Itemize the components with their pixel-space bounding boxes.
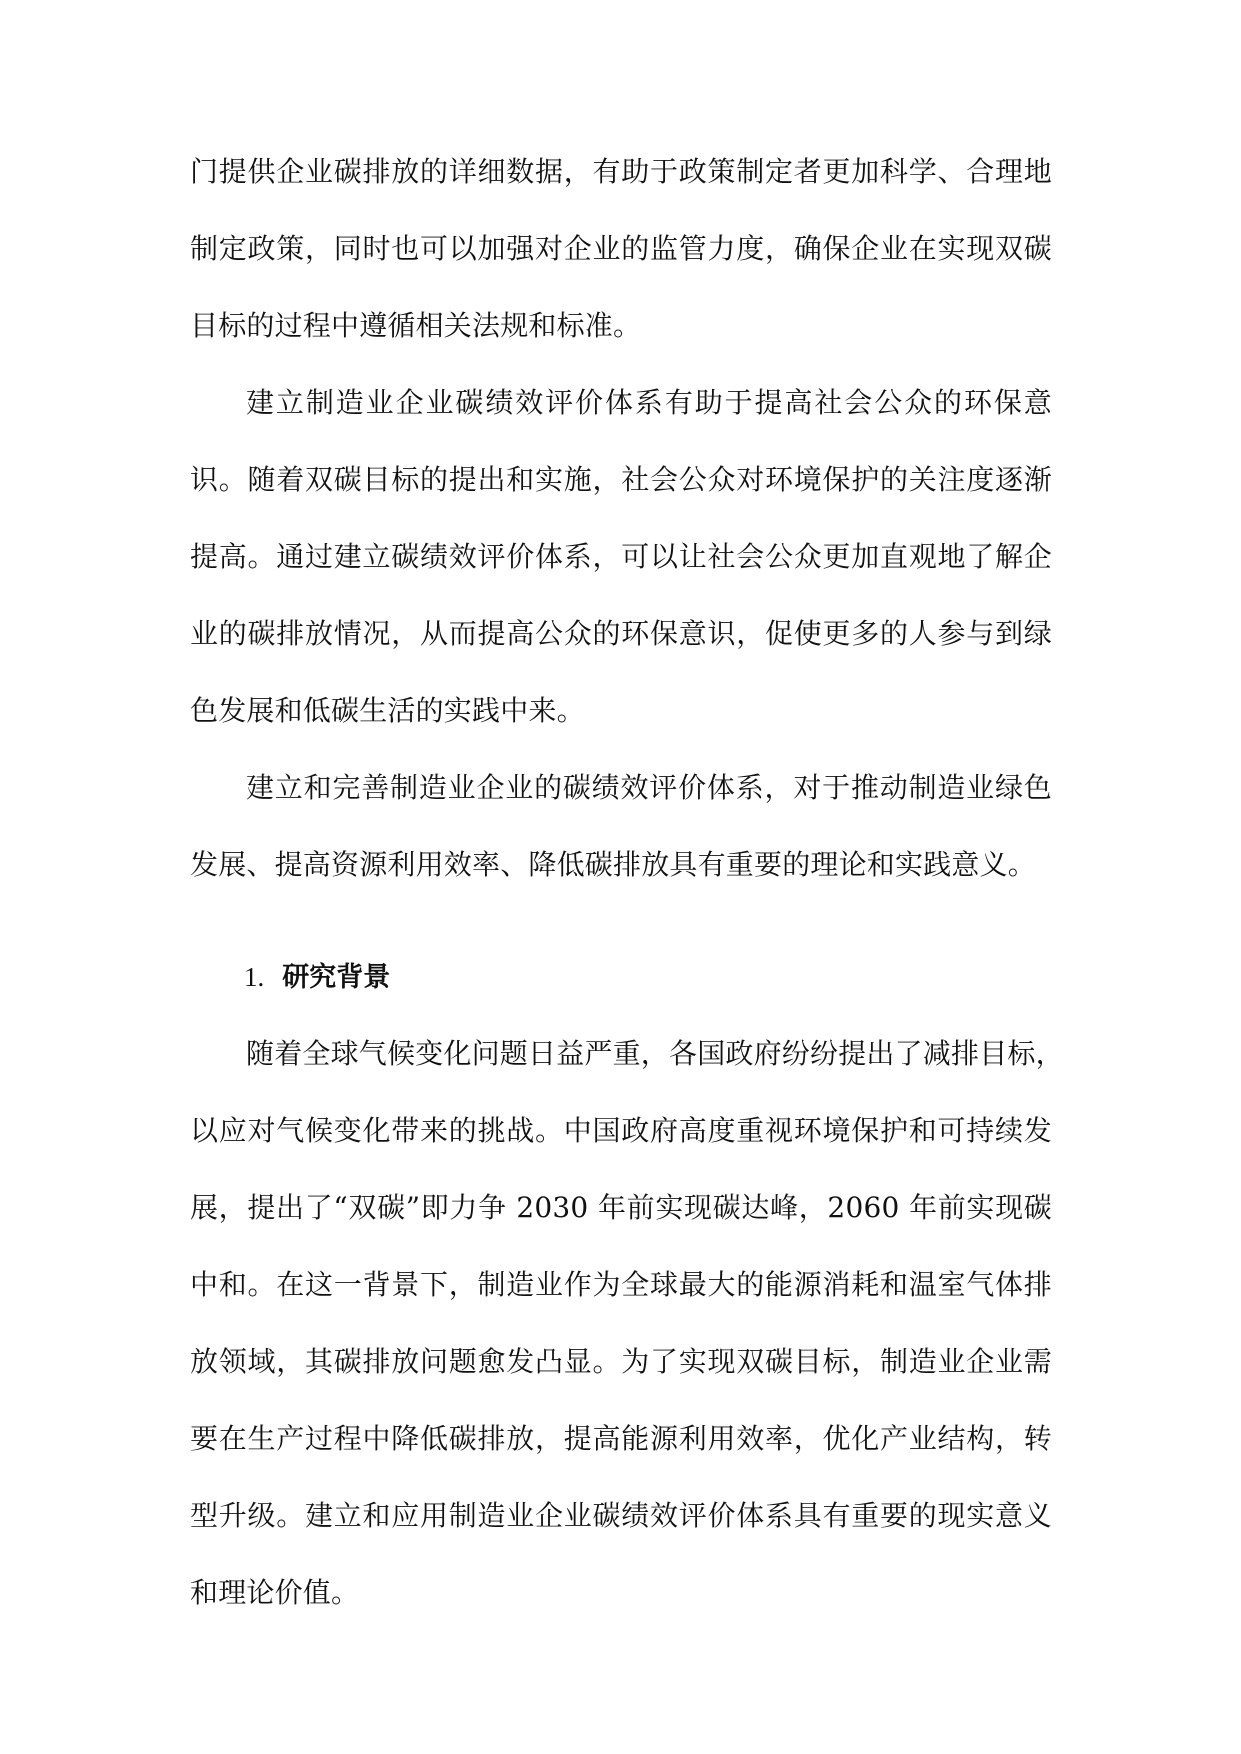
paragraph-2	[190, 371, 1052, 756]
paragraph-line: 中和。在这一背景下，制造业作为全球最大的能源消耗和温室气体排	[190, 1268, 1052, 1301]
paragraph-line: 提高。通过建立碳绩效评价体系，可以让社会公众更加直观地了解企	[190, 540, 1052, 573]
paragraph-line: 门提供企业碳排放的详细数据，有助于政策制定者更加科学、合理地	[190, 155, 1052, 188]
paragraph-line: 发展、提高资源利用效率、降低碳排放具有重要的理论和实践意义。	[190, 848, 1037, 881]
paragraph-line: 建立和完善制造业企业的碳绩效评价体系，对于推动制造业绿色	[246, 771, 1052, 804]
paragraph-line: 业的碳排放情况，从而提高公众的环保意识，促使更多的人参与到绿	[190, 617, 1052, 650]
section-heading	[190, 945, 1052, 1022]
paragraph-line: 要在生产过程中降低碳排放，提高能源利用效率，优化产业结构，转	[190, 1422, 1052, 1455]
paragraph-line: 型升级。建立和应用制造业企业碳绩效评价体系具有重要的现实意义	[190, 1499, 1052, 1532]
paragraph-line: 随着全球气候变化问题日益严重，各国政府纷纷提出了减排目标，	[246, 1037, 1064, 1070]
paragraph-line: 放领域，其碳排放问题愈发凸显。为了实现双碳目标，制造业企业需	[190, 1345, 1052, 1378]
paragraph-line: 目标的过程中遵循相关法规和标准。	[190, 309, 642, 342]
paragraph-line: 以应对气候变化带来的挑战。中国政府高度重视环境保护和可持续发	[190, 1114, 1052, 1147]
paragraph-line: 和理论价值。	[190, 1576, 360, 1609]
paragraph-line: 建立制造业企业碳绩效评价体系有助于提高社会公众的环保意	[246, 386, 1052, 419]
paragraph-line: 制定政策，同时也可以加强对企业的监管力度，确保企业在实现双碳	[190, 232, 1052, 265]
paragraph-line: 色发展和低碳生活的实践中来。	[190, 694, 585, 727]
body-text	[190, 140, 1064, 1638]
paragraph-3	[190, 756, 1052, 910]
section-title: 研究背景	[282, 962, 391, 993]
paragraph-line: 展，提出了“双碳”即力争 2030 年前实现碳达峰，2060 年前实现碳	[190, 1191, 1052, 1224]
paragraph-line: 识。随着双碳目标的提出和实施，社会公众对环境保护的关注度逐渐	[190, 463, 1052, 496]
section-paragraph	[190, 1022, 1064, 1638]
paragraph-1	[190, 140, 1052, 371]
section-number: 1.	[244, 962, 265, 992]
